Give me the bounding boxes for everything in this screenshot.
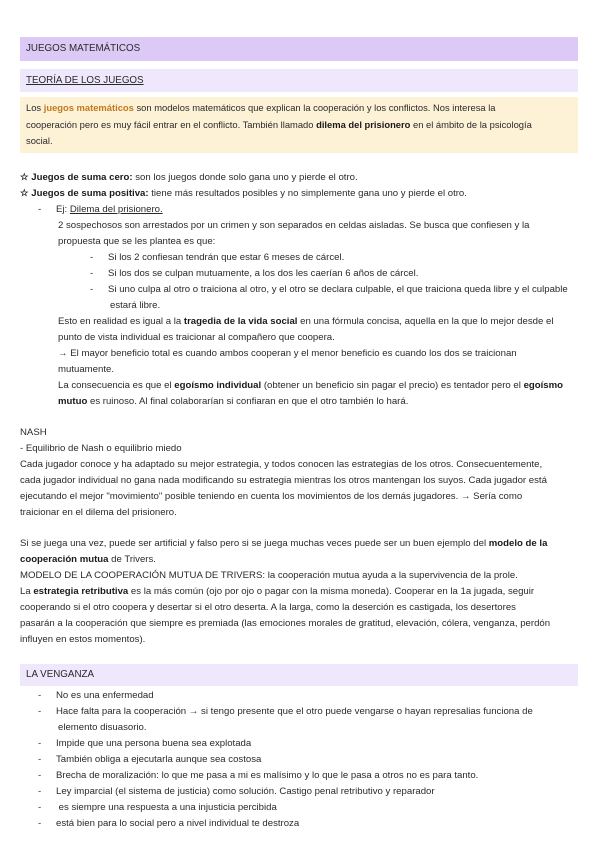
paragraph-line: → El mayor beneficio total es cuando ambos cooperan y el menor beneficio es cuando los dos se traicionan — [58, 348, 517, 359]
list-item-cont: elemento disuasorio. — [58, 722, 147, 733]
list-item: - Brecha de moralización: lo que me pasa a mi es malísimo y lo que le pasa a otros no es para tanto. — [38, 770, 479, 781]
star-item-suma-cero: ☆ Juegos de suma cero: son los juegos donde solo gana uno y pierde el otro. — [20, 172, 358, 183]
callout-line: cooperación pero es muy fácil entrar en el conflicto. También llamado dilema del prisionero en el ámbito de la psicología — [26, 118, 532, 130]
paragraph-line: Si se juega una vez, puede ser artificial y falso pero si se juega muchas veces puede ser un buen ejemplo del modelo de la — [20, 538, 548, 549]
paragraph-line: influyen en estos momentos). — [20, 634, 146, 645]
example-item: - Ej: Dilema del prisionero. — [38, 204, 163, 215]
nash-section — [20, 425, 580, 521]
games-section — [20, 170, 580, 410]
list-item: - Impide que una persona buena sea explotada — [38, 738, 252, 749]
list-item: - También obliga a ejecutarla aunque sea costosa — [38, 754, 262, 765]
paragraph-line: punto de vista individual es traicionar al compañero que coopera. — [58, 332, 335, 343]
intro-callout — [20, 97, 578, 153]
nash-title: NASH — [20, 427, 47, 438]
paragraph-line: cada jugador individual no gana nada modificando su estrategia mientras los otros mantengan los suyos. Cada jugador está — [20, 475, 547, 486]
paragraph-line: MODELO DE LA COOPERACIÓN MUTUA DE TRIVERS: la cooperación mutua ayuda a la supervivencia de la prole. — [20, 570, 518, 581]
highlight-term: juegos matemáticos — [43, 102, 134, 113]
section-heading-text: TEORÍA DE LOS JUEGOS — [26, 75, 144, 86]
sub-list-item-cont: estará libre. — [110, 300, 161, 311]
star-item-suma-positiva: ☆ Juegos de suma positiva: tiene más resultados posibles y no simplemente gana uno y pierde el otro. — [20, 188, 467, 199]
list-item: - Hace falta para la cooperación → si tengo presente que el otro puede vengarse o hayan represalias funciona de — [38, 706, 533, 717]
list-item: - es siempre una respuesta a una injusticia percibida — [38, 802, 277, 813]
paragraph-line: ejecutando el mejor "movimiento" posible teniendo en cuenta los movimientos de los demás jugadores. → Sería como — [20, 491, 523, 502]
section-heading-teoria — [20, 69, 578, 92]
bold-term: dilema del prisionero — [316, 118, 411, 130]
paragraph-line: mutuamente. — [58, 364, 114, 375]
paragraph-line: Cada jugador conoce y ha adaptado su mejor estrategia, y todos conocen las estrategias de los otros. Consecuentemente, — [20, 459, 543, 470]
paragraph-line: 2 sospechosos son arrestados por un crimen y son separados en celdas aisladas. Se busca que confiesen y la — [58, 220, 530, 231]
list-item: - está bien para lo social pero a nivel individual te destroza — [38, 818, 300, 829]
list-item: - No es una enfermedad — [38, 690, 154, 701]
document-title: JUEGOS MATEMÁTICOS — [20, 37, 578, 61]
paragraph-line: mutuo es ruinoso. Al final colaborarían si confiaran en que el otro también lo hará. — [58, 396, 409, 407]
callout-line: Los juegos matemáticos son modelos matemáticos que explican la cooperación y los conflictos. Nos interesa la — [26, 102, 496, 113]
paragraph-line: cooperación mutua de Trivers. — [20, 554, 156, 565]
sub-list-item: - Si uno culpa al otro o traiciona al otro, y el otro se declara culpable, el que traiciona queda libre y el culpable — [90, 284, 568, 295]
sub-list-item: - Si los dos se culpan mutuamente, a los dos les caerían 6 años de cárcel. — [90, 268, 419, 279]
sub-list-item: - Si los 2 confiesan tendrán que estar 6 meses de cárcel. — [90, 252, 345, 263]
trivers-section — [20, 536, 580, 648]
paragraph-line: La estrategia retributiva es la más común (ojo por ojo o pagar con la misma moneda). Cooperar en la 1a jugada, seguir — [20, 586, 535, 597]
callout-line: social. — [26, 135, 53, 146]
paragraph-line: La consecuencia es que el egoísmo individual (obtener un beneficio sin pagar el precio) es tentador pero el egoísmo — [58, 380, 564, 391]
paragraph-line: - Equilibrio de Nash o equilibrio miedo — [20, 443, 182, 454]
paragraph-line: Esto en realidad es igual a la tragedia de la vida social en una fórmula concisa, aquella en la que lo mejor desde el — [58, 316, 554, 327]
paragraph-line: cooperando si el otro coopera y desertar si el otro deserta. A la larga, como la deserción es castigada, los desertores — [20, 602, 516, 613]
paragraph-line: traicionar en el dilema del prisionero. — [20, 507, 177, 518]
section-heading-venganza: LA VENGANZA — [20, 664, 578, 686]
paragraph-line: propuesta que se les plantea es que: — [58, 236, 216, 247]
list-item: - Ley imparcial (el sistema de justicia) como solución. Castigo penal retributivo y reparador — [38, 786, 435, 797]
venganza-list — [20, 688, 580, 832]
paragraph-line: pasarán a la cooperación que siempre es premiada (las emociones morales de gratitud, elevación, cólera, venganza, perdón — [20, 618, 551, 629]
example-link: Dilema del prisionero. — [69, 204, 163, 215]
